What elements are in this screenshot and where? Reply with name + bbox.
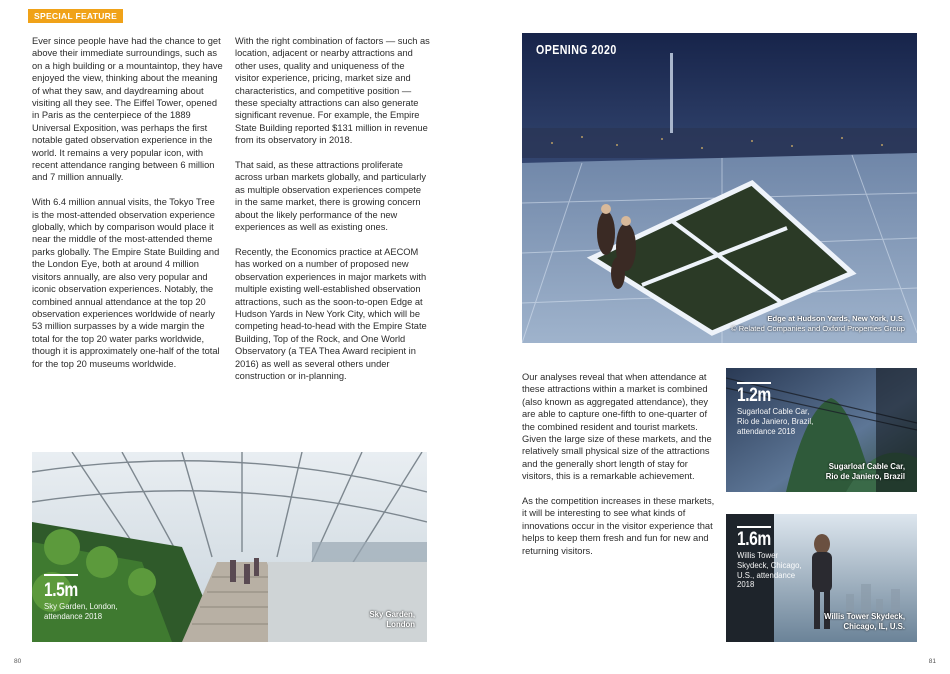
middle-text-column (235, 35, 430, 395)
stat-description: Willis Tower (737, 551, 779, 560)
willis-tower-skydeck-photo (726, 514, 917, 642)
paragraph: With 6.4 million annual visits, the Tokyo Tree is the most-attended observation experience globally, which by comparison would place it near the middle of the most-attended theme parks globally. The Empire State Building and the London Eye, both at around 4 million visitors annually, are also very popular and iconic observation experiences. Notably, the combined annual attendance at the top 20 observation experiences worldwide of nearly 53 million surpasses by a wide margin the total for the top 20 water parks worldwide, though it is approximately one-half of the total for the top 20 museums worldwide. (32, 197, 220, 369)
edge-photo-illustration (522, 33, 917, 343)
edge-hudson-yards-photo (522, 33, 917, 343)
stat-description: Rio de Janiero, Brazil, (737, 416, 814, 426)
paragraph: That said, as these attractions proliferate across urban markets globally, and particularly as multiple observation experiences compete in the same market, there is growing concern about the likely performance of the new experiences as well as existing ones. (235, 160, 427, 233)
caption-line: Rio de Janiero, Brazil (825, 472, 905, 481)
stat-description: Sugarloaf Cable Car, (737, 407, 810, 416)
stat-description: Sky Garden, London, (44, 602, 118, 611)
hero-caption-credit: © Related Companies and Oxford Properties Group (730, 324, 905, 333)
stat-description: U.S., attendance (737, 570, 796, 580)
stat-divider (737, 382, 771, 384)
caption-line: Sugarloaf Cable Car, (828, 462, 905, 471)
caption-line: Sky Garden, (369, 610, 415, 619)
paragraph: Our analyses reveal that when attendance at these attractions within a market is combined (also known as aggregated attendance), they are able to capture one-fifth to one-quarter of the combined resident and tourist markets. Given the large size of these markets, and the relatively small physical size of the attractions and the generally short length of stay for visitors, this is a remarkable achievement. (522, 372, 712, 482)
page-number-right: 81 (928, 658, 936, 665)
sugarloaf-caption (826, 462, 905, 482)
stat-divider (44, 574, 78, 576)
willis-caption (824, 612, 905, 632)
opening-year-heading: OPENING 2020 (536, 43, 617, 57)
caption-line: Chicago, IL, U.S. (843, 622, 905, 631)
stat-number: 1.5m (44, 580, 78, 601)
sky-garden-caption (369, 610, 415, 630)
willis-stat (737, 529, 802, 590)
caption-line: Willis Tower Skydeck, (824, 612, 905, 621)
page-number-left: 80 (14, 658, 22, 665)
paragraph: As the competition increases in these markets, it will be interesting to see what kinds of innovations occur in the visitor experience that helps to keep them fresh and fun for new and returning visitors. (522, 496, 715, 556)
paragraph: Recently, the Economics practice at AECOM has worked on a number of proposed new observation experiences in major markets with multiple existing well-established observation attractions, such as the soon-to-open Edge at Hudson Yards in New York City, which will be competing head-to-head with the Empire State Building, Top of the Rock, and One World Observatory (a TEA Thea Award recipient in 2016) as well as several others under construction or in-planning. (235, 246, 427, 381)
hero-caption (731, 314, 905, 334)
section-tag: SPECIAL FEATURE (28, 9, 123, 23)
paragraph: With the right combination of factors — such as location, adjacent or nearby attractions and other uses, quality and uniqueness of the visitor experience, pricing, market size and characteristics, and competitive position — these specialty attractions can also generate significant revenue. For example, the Empire State Building reported $131 million in revenue from its observatory in 2018. (235, 36, 430, 146)
sugarloaf-stat (737, 385, 813, 436)
left-text-column (32, 35, 224, 382)
sky-garden-photo (32, 452, 427, 642)
stat-description: attendance 2018 (44, 611, 103, 621)
paragraph: Ever since people have had the chance to get above their immediate surroundings, such as on a high building or a mountaintop, they have enjoyed the view, thinking about the meaning of what they saw, and daydreaming about visiting all they see. The Eiffel Tower, opened in Paris as the centerpiece of the 1889 Universal Exposition, was perhaps the first notable gated observation experience in the world. It remains a very popular icon, with recent attendance ranging between 6 million and 7 million annually. (32, 36, 223, 183)
stat-divider (737, 526, 771, 528)
stat-description: 2018 (737, 580, 755, 590)
stat-number: 1.2m (737, 385, 771, 406)
stat-number: 1.6m (737, 529, 771, 550)
right-text-column (522, 371, 718, 569)
stat-description: attendance 2018 (737, 426, 796, 436)
hero-caption-location: Edge at Hudson Yards, New York, U.S. (767, 314, 905, 323)
stat-description: Skydeck, Chicago, (737, 560, 802, 570)
sugarloaf-cable-car-photo (726, 368, 917, 492)
caption-line: London (386, 620, 415, 629)
sky-garden-stat (44, 580, 118, 622)
